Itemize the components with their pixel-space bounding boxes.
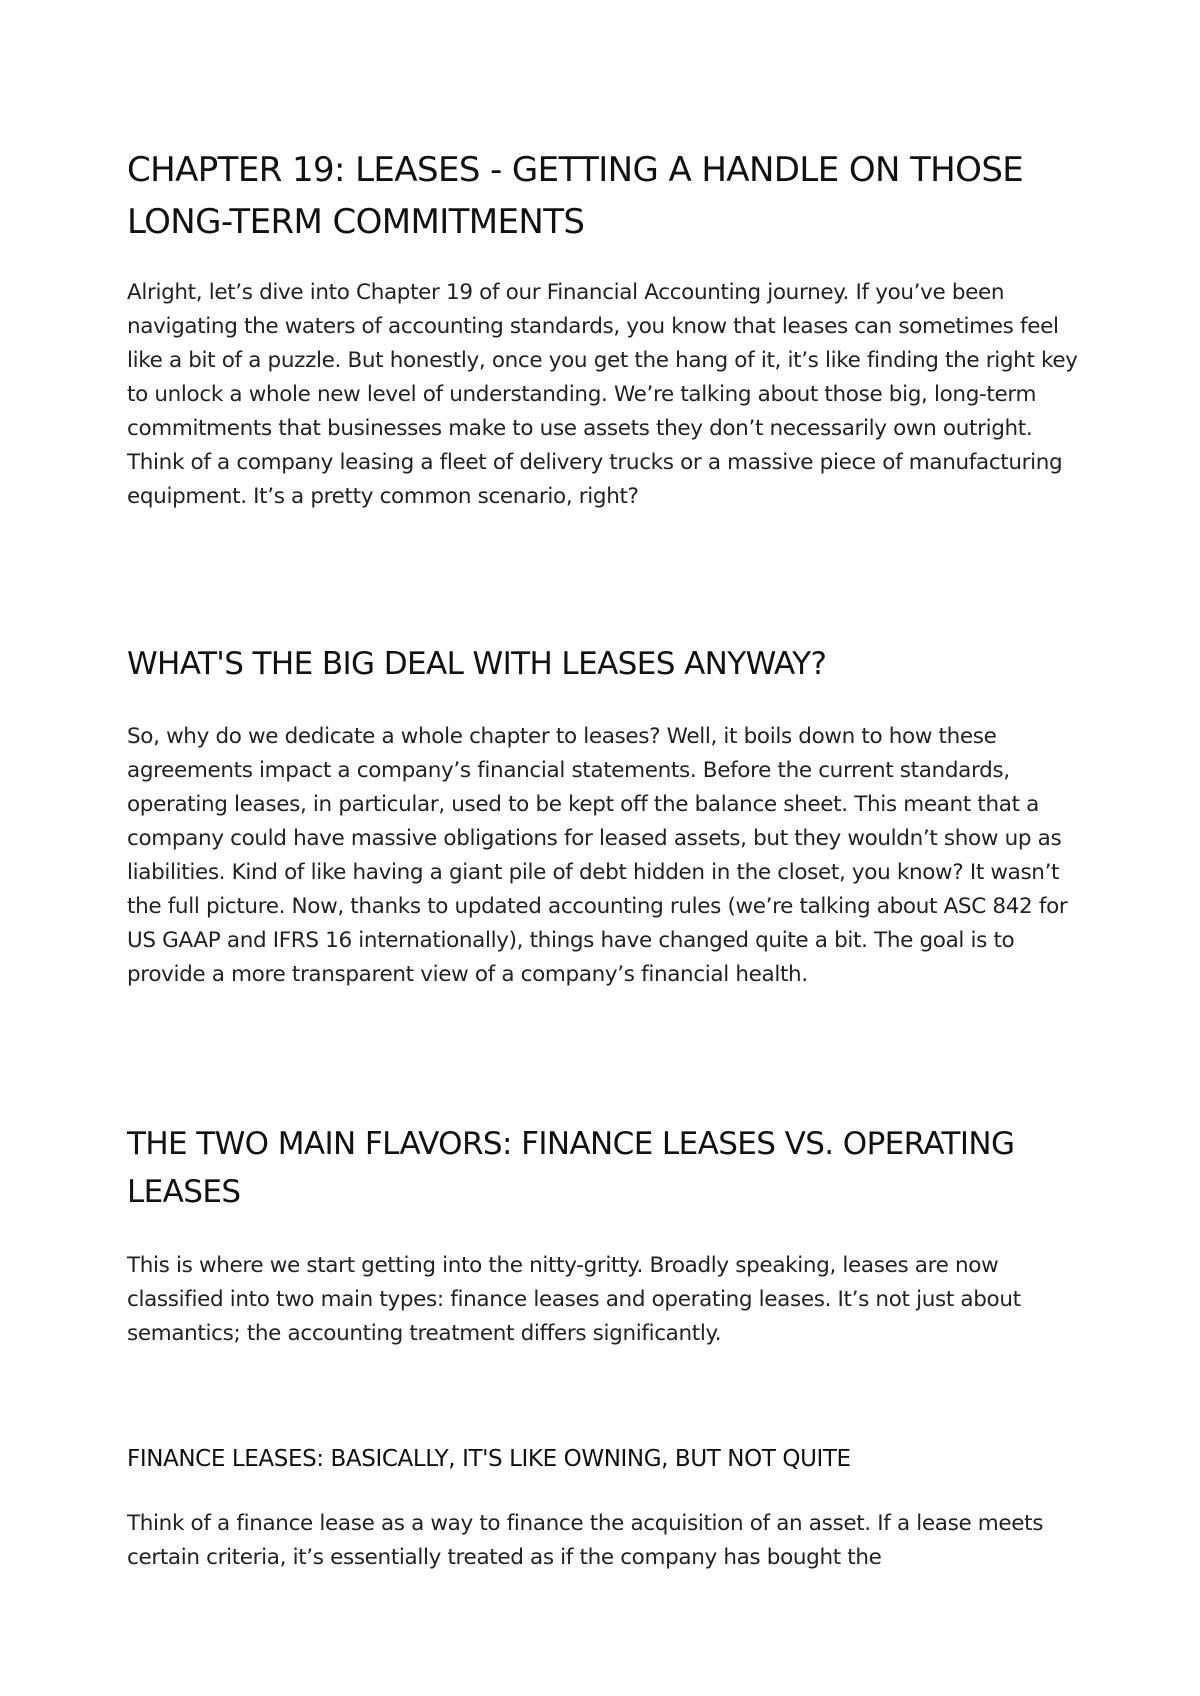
section-heading-two-flavors: THE TWO MAIN FLAVORS: FINANCE LEASES VS. OPERATING LEASES [127,1126,1015,1210]
subsection-body-finance-leases: Think of a finance lease as a way to finance the acquisition of an asset. If a lease meets certain criteria, it’s essentially treated as if the company has bought the [127,1511,1044,1570]
section-body-two-flavors: This is where we start getting into the nitty-gritty. Broadly speaking, leases are now classified into two main types: finance leases and operating leases. It’s not just about semantics; the accounting treatment differs significantly. [127,1253,1021,1346]
section-heading-big-deal: WHAT'S THE BIG DEAL WITH LEASES ANYWAY? [127,646,827,682]
chapter-title: CHAPTER 19: LEASES - GETTING A HANDLE ON THOSE LONG-TERM COMMITMENTS [127,150,1024,242]
intro-paragraph: Alright, let’s dive into Chapter 19 of our Financial Accounting journey. If you’ve been navigating the waters of accounting standards, you know that leases can sometimes feel like a bit of a puzzle. But honestly, once you get the hang of it, it’s like finding the right key to unlock a whole new level of understanding. We’re talking about those big, long-term commitments that businesses make to use assets they don’t necessarily own outright. Think of a company leasing a fleet of delivery trucks or a massive piece of manufacturing equipment. It’s a pretty common scenario, right? [127,280,1078,509]
subsection-heading-finance-leases: FINANCE LEASES: BASICALLY, IT'S LIKE OWNING, BUT NOT QUITE [127,1446,851,1472]
section-body-big-deal: So, why do we dedicate a whole chapter to leases? Well, it boils down to how these agreements impact a company’s financial statements. Before the current standards, operating leases, in particular, used to be kept off the balance sheet. This meant that a company could have massive obligations for leased assets, but they wouldn’t show up as liabilities. Kind of like having a giant pile of debt hidden in the closet, you know? It wasn’t the full picture. Now, thanks to updated accounting rules (we’re talking about ASC 842 for US GAAP and IFRS 16 internationally), things have changed quite a bit. The goal is to provide a more transparent view of a company’s financial health. [127,724,1068,987]
